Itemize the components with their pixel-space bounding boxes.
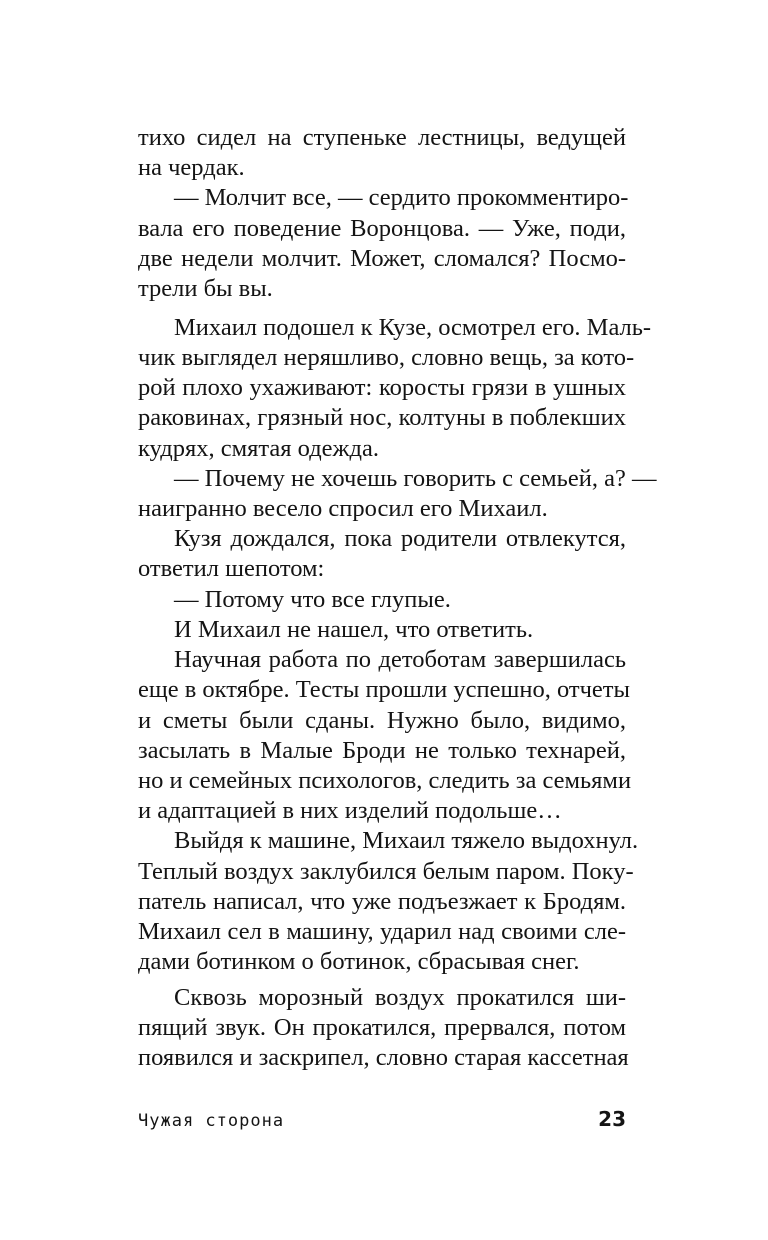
text-line: Михаил подошел к Кузе, осмотрел его. Маль- — [174, 314, 652, 341]
text-line: пящий звук. Он прокатился, прервался, потом — [138, 1014, 626, 1041]
text-line: Кузя дождался, пока родители отвлекутся, — [174, 525, 626, 552]
text-line: засылать в Малые Броди не только технарей, — [138, 737, 626, 764]
text-line: Выйдя к машине, Михаил тяжело выдохнул. — [174, 827, 639, 854]
text-line: ответил шепотом: — [138, 555, 325, 582]
text-line: наигранно весело спросил его Михаил. — [138, 495, 548, 522]
text-line: появился и заскрипел, словно старая кассетная — [138, 1044, 629, 1071]
text-line: и адаптацией в них изделий подольше… — [138, 797, 562, 824]
text-line: две недели молчит. Может, сломался? Посмо- — [138, 245, 626, 272]
page-number: 23 — [598, 1107, 626, 1131]
text-line: Теплый воздух заклубился белым паром. Поку- — [138, 858, 634, 885]
text-line: чик выглядел неряшливо, словно вещь, за кото- — [138, 344, 635, 371]
text-line: на чердак. — [138, 154, 245, 181]
text-line: Михаил сел в машину, ударил над своими сле- — [138, 918, 626, 945]
text-line: трели бы вы. — [138, 275, 273, 302]
text-line: дами ботинком о ботинок, сбрасывая снег. — [138, 948, 580, 975]
text-line: — Потому что все глупые. — [174, 586, 451, 613]
text-line: еще в октябре. Тесты прошли успешно, отчеты — [138, 676, 630, 703]
text-line: — Почему не хочешь говорить с семьей, а? — — [174, 465, 657, 492]
text-line: — Молчит все, — сердито прокомментиро- — [174, 184, 629, 211]
text-line: Сквозь морозный воздух прокатился ши- — [174, 984, 626, 1011]
text-line: и сметы были сданы. Нужно было, видимо, — [138, 707, 626, 734]
text-line: рой плохо ухаживают: коросты грязи в ушных — [138, 374, 626, 401]
text-line: Научная работа по детоботам завершилась — [174, 646, 626, 673]
text-line: кудрях, смятая одежда. — [138, 435, 379, 462]
running-title: Чужая сторона — [138, 1111, 285, 1131]
text-line: И Михаил не нашел, что ответить. — [174, 616, 534, 643]
text-line: раковинах, грязный нос, колтуны в поблекших — [138, 404, 626, 431]
text-line: вала его поведение Воронцова. — Уже, поди, — [138, 215, 626, 242]
text-line: тихо сидел на ступеньке лестницы, ведущей — [138, 124, 626, 151]
text-line: патель написал, что уже подъезжает к Бродям. — [138, 888, 626, 915]
text-line: но и семейных психологов, следить за семьями — [138, 767, 632, 794]
